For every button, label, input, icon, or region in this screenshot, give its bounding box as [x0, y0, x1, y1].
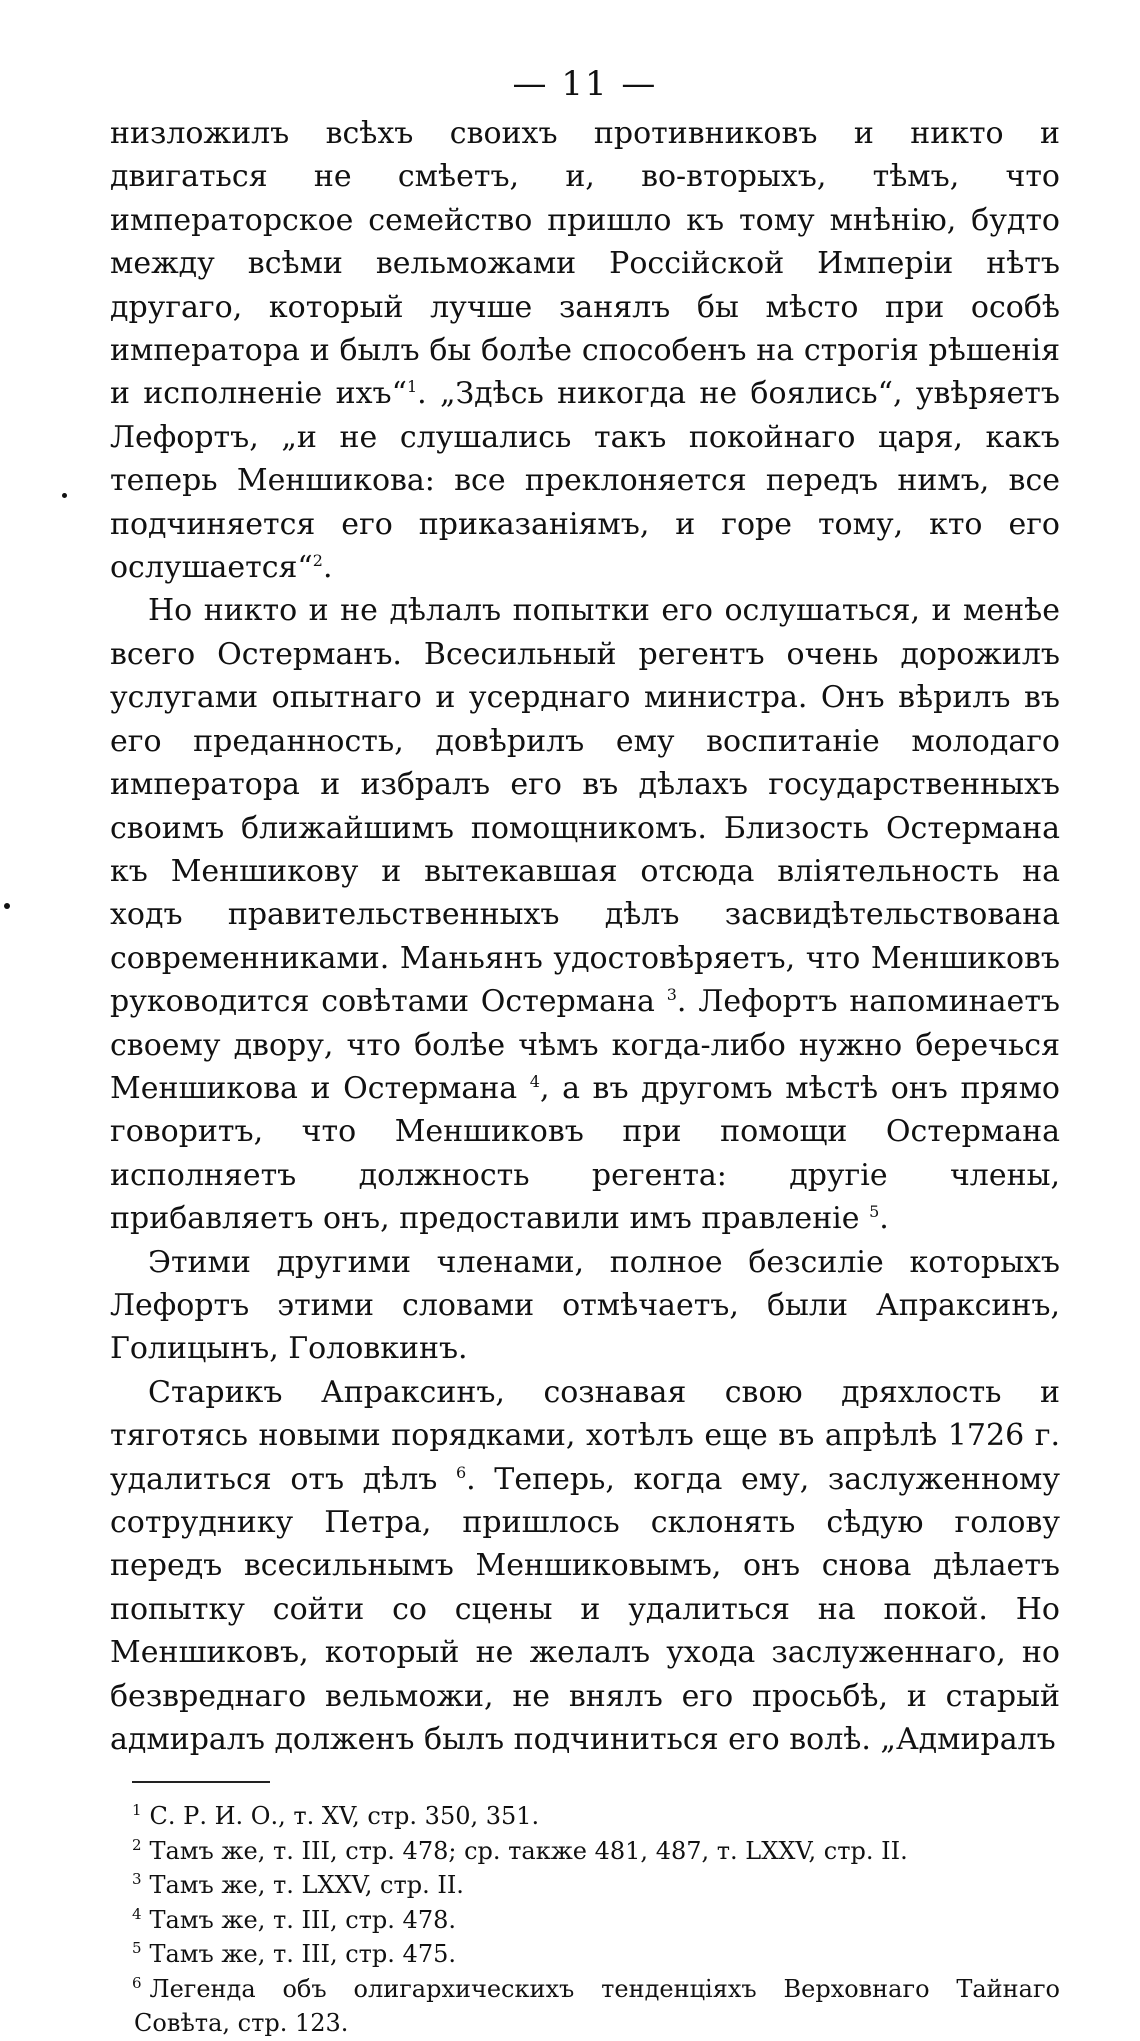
- footnote-text: С. Р. И. О., т. XV, стр. 350, 351.: [149, 1802, 540, 1831]
- footnote-text: Легенда объ олигархическихъ тенденціяхъ Верховнаго Тайнаго Совѣта, стр. 123.: [134, 1974, 1060, 2038]
- footnote-text: Тамъ же, т. III, стр. 478; ср. также 481, 487, т. LXXV, стр. II.: [149, 1836, 908, 1865]
- footnote: [110, 1972, 1060, 2041]
- footnote-mark: 5: [132, 1939, 142, 1958]
- footnote-mark: 1: [132, 1801, 142, 1820]
- footnotes-list: [110, 1799, 1060, 2041]
- text-run: . Теперь, когда ему, заслуженному сотруднику Петра, пришлось склонять сѣдую голову передъ всесильнымъ Меншиковымъ, онъ снова дѣлаетъ попытку сойти со сцены и удалиться на покой. Но Меншиковъ, который не желалъ ухода заслуженнаго, но безвреднаго вельможи, не внялъ его просьбѣ, и старый адмиралъ долженъ былъ подчиниться его волѣ. „Адмиралъ: [110, 1461, 1061, 1758]
- text-run: Старикъ Апраксинъ, сознавая свою дряхлость и тяготясь новыми порядками, хотѣлъ еще въ апрѣлѣ 1726 г. удалиться отъ дѣлъ: [110, 1374, 1060, 1497]
- page-number: — 11 —: [512, 64, 658, 104]
- footnote: [110, 1834, 1060, 1869]
- footnote: [110, 1937, 1060, 1972]
- footnote-mark: 2: [132, 1835, 142, 1854]
- text-run: Этими другими членами, полное безсиліе которыхъ Лефортъ этими словами отмѣчаетъ, были Апраксинъ, Голицынъ, Головкинъ.: [110, 1244, 1060, 1367]
- print-speck: [4, 903, 10, 909]
- text-run: , а въ другомъ мѣстѣ онъ прямо говоритъ, что Меншиковъ при помощи Остермана исполняетъ должность регента: другіе члены, прибавляетъ онъ, предоставили имъ правленіе: [110, 1070, 1060, 1237]
- footnote-text: Тамъ же, т. LXXV, стр. II.: [149, 1871, 464, 1900]
- footnote-reference[interactable]: 2: [312, 551, 323, 571]
- footnote-mark: 6: [132, 1973, 142, 1992]
- print-speck: [62, 493, 67, 498]
- footnote: [110, 1903, 1060, 1938]
- book-page: [110, 62, 1060, 2041]
- footnote-reference[interactable]: 5: [869, 1202, 880, 1222]
- footnote-text: Тамъ же, т. III, стр. 478.: [149, 1905, 456, 1934]
- text-run: . „Здѣсь никогда не боялись“, увѣряетъ Лефортъ, „и не слушались такъ покойнаго царя, какъ теперь Меншикова: все преклоняется передъ нимъ, все подчиняется его приказаніямъ, и горе тому, кто его ослушается“: [110, 376, 1060, 586]
- text-run: .: [322, 550, 333, 586]
- footnote-reference[interactable]: 3: [666, 985, 677, 1005]
- paragraph: [110, 1371, 1060, 1762]
- footnote-reference[interactable]: 6: [455, 1462, 467, 1482]
- footnote-text: Тамъ же, т. III, стр. 475.: [149, 1940, 456, 1969]
- text-run: .: [879, 1201, 889, 1237]
- text-run: . Лефортъ напоминаетъ своему двору, что болѣе чѣмъ когда-либо нужно беречься Меншикова и Остермана: [110, 984, 1060, 1106]
- text-run: Но никто и не дѣлалъ попытки его ослушаться, и менѣе всего Остерманъ. Всесильный регентъ очень дорожилъ услугами опытнаго и усерднаго министра. Онъ вѣрилъ въ его преданность, довѣрилъ ему воспитаніе молодаго императора и избралъ его въ дѣлахъ государственныхъ своимъ ближайшимъ помощникомъ. Близость Остермана къ Меншикову и вытекавшая отсюда вліятельность на ходъ правительственныхъ дѣлъ засвидѣтельствована современниками. Маньянъ удостовѣряетъ, что Меншиковъ руководится совѣтами Остермана: [110, 593, 1060, 1020]
- paragraph: [110, 1241, 1060, 1371]
- footnote: [110, 1799, 1060, 1834]
- paragraph: [110, 589, 1060, 1240]
- footnote-reference[interactable]: 4: [529, 1071, 540, 1091]
- text-run: низложилъ всѣхъ своихъ противниковъ и никто и двигаться не смѣетъ, и, во-вторыхъ, тѣмъ, что императорское семейство пришло къ тому мнѣнію, будто между всѣми вельможами Россійской Имперіи нѣтъ другаго, который лучше занялъ бы мѣсто при особѣ императора и былъ бы болѣе способенъ на строгія рѣшенія и исполненіе ихъ“: [110, 116, 1060, 412]
- body-text: [110, 112, 1060, 1761]
- paragraph: [110, 112, 1060, 589]
- footnote-separator: [132, 1781, 270, 1783]
- footnote: [110, 1868, 1060, 1903]
- footnote-reference[interactable]: 1: [406, 377, 418, 397]
- footnote-mark: 3: [132, 1870, 142, 1889]
- footnote-mark: 4: [132, 1904, 142, 1923]
